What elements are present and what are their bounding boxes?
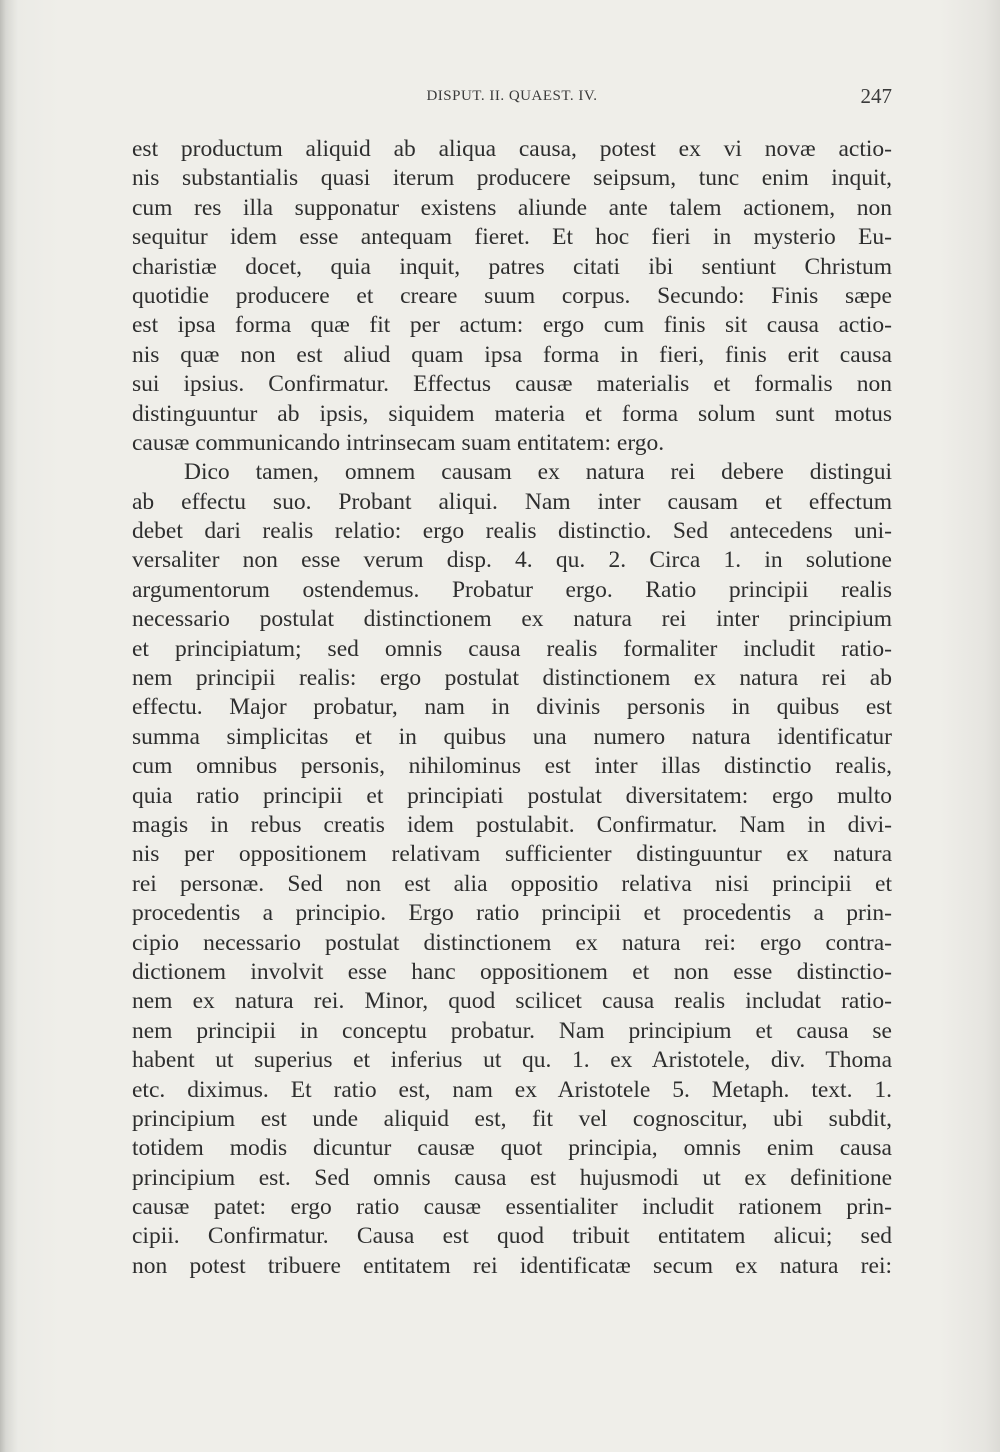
- text-line: nis substantialis quasi iterum producere seipsum, tunc enim inquit,: [132, 165, 892, 192]
- text-line: non potest tribuere entitatem rei identificatæ secum ex natura rei:: [132, 1252, 892, 1279]
- running-head: [132, 84, 892, 114]
- text-line: nem principii realis: ergo postulat distinctionem ex natura rei ab: [132, 665, 892, 692]
- text-line: charistiæ docet, quia inquit, patres citati ibi sentiunt Christum: [132, 253, 892, 280]
- page-number: 247: [860, 84, 892, 108]
- text-line: nis quæ non est aliud quam ipsa forma in fieri, finis erit causa: [132, 341, 892, 368]
- text-line: cum omnibus personis, nihilominus est inter illas distinctio realis,: [132, 753, 892, 780]
- body-text: [132, 135, 892, 1281]
- text-line: versaliter non esse verum disp. 4. qu. 2. Circa 1. in solutione: [132, 547, 892, 574]
- text-line: Dico tamen, omnem causam ex natura rei debere distingui: [184, 459, 892, 486]
- text-line: habent ut superius et inferius ut qu. 1. ex Aristotele, div. Thoma: [132, 1047, 892, 1074]
- text-line: causæ communicando intrinsecam suam entitatem: ergo.: [132, 429, 665, 456]
- text-line: nem principii in conceptu probatur. Nam principium et causa se: [132, 1017, 892, 1044]
- text-line: quia ratio principii et principiati postulat diversitatem: ergo multo: [132, 782, 892, 809]
- running-title: DISPUT. II. QUAEST. IV.: [426, 88, 598, 104]
- text-line: quotidie producere et creare suum corpus. Secundo: Finis sæpe: [132, 282, 892, 309]
- text-line: sui ipsius. Confirmatur. Effectus causæ materialis et formalis non: [132, 371, 892, 398]
- text-line: debet dari realis relatio: ergo realis distinctio. Sed antecedens uni-: [132, 518, 892, 545]
- text-line: nem ex natura rei. Minor, quod scilicet causa realis includat ratio-: [132, 988, 892, 1015]
- text-line: etc. diximus. Et ratio est, nam ex Aristotele 5. Metaph. text. 1.: [132, 1076, 892, 1103]
- text-line: cipio necessario postulat distinctionem ex natura rei: ergo contra-: [132, 929, 892, 956]
- text-line: effectu. Major probatur, nam in divinis personis in quibus est: [132, 694, 892, 721]
- text-line: principium est unde aliquid est, fit vel cognoscitur, ubi subdit,: [132, 1105, 892, 1132]
- text-line: dictionem involvit esse hanc oppositionem et non esse distinctio-: [132, 958, 892, 985]
- text-line: principium est. Sed omnis causa est hujusmodi ut ex definitione: [132, 1164, 892, 1191]
- text-line: cum res illa supponatur existens aliunde ante talem actionem, non: [132, 194, 892, 221]
- text-line: est productum aliquid ab aliqua causa, potest ex vi novæ actio-: [132, 136, 892, 162]
- text-line: est ipsa forma quæ fit per actum: ergo cum finis sit causa actio-: [132, 312, 892, 339]
- text-line: sequitur idem esse antequam fieret. Et hoc fieri in mysterio Eu-: [132, 224, 892, 251]
- text-line: nis per oppositionem relativam sufficienter distinguuntur ex natura: [132, 841, 892, 868]
- text-line: rei personæ. Sed non est alia oppositio relativa nisi principii et: [132, 870, 892, 897]
- text-line: cipii. Confirmatur. Causa est quod tribuit entitatem alicui; sed: [132, 1223, 892, 1250]
- text-line: argumentorum ostendemus. Probatur ergo. Ratio principii realis: [132, 576, 892, 603]
- text-line: ab effectu suo. Probant aliqui. Nam inter causam et effectum: [132, 488, 892, 515]
- text-line: magis in rebus creatis idem postulabit. Confirmatur. Nam in divi-: [132, 811, 892, 838]
- text-line: procedentis a principio. Ergo ratio principii et procedentis a prin-: [132, 900, 892, 927]
- text-line: necessario postulat distinctionem ex natura rei inter principium: [132, 606, 892, 633]
- text-line: et principiatum; sed omnis causa realis formaliter includit ratio-: [132, 635, 892, 662]
- text-line: distinguuntur ab ipsis, siquidem materia et forma solum sunt motus: [132, 400, 892, 427]
- text-line: causæ patet: ergo ratio causæ essentialiter includit rationem prin-: [132, 1194, 892, 1221]
- text-line: summa simplicitas et in quibus una numero natura identificatur: [132, 723, 892, 750]
- text-line: totidem modis dicuntur causæ quot principia, omnis enim causa: [132, 1135, 892, 1162]
